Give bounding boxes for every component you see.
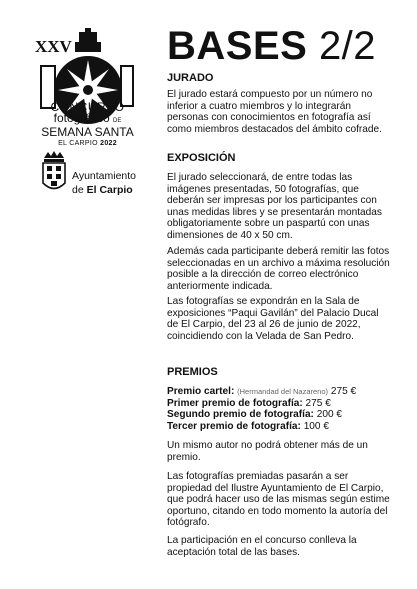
ayuntamiento-de: de xyxy=(72,184,84,196)
contest-line-concurso: CONCURSO xyxy=(50,100,125,114)
sidebar xyxy=(0,0,160,589)
prize-second xyxy=(167,409,407,421)
title-word: BASES xyxy=(167,24,308,68)
edition-numeral: XXV xyxy=(35,37,72,56)
contest-line-place-year xyxy=(20,138,155,149)
exposicion-paragraph-3: Las fotografías se expondrán en la Sala de exposiciones “Paqui Gavilán” del Palacio Ducal de El Carpio, del 23 al 26 de junio de 2022, coincidiendo con la Velada de San Pedro. xyxy=(167,296,379,342)
premios-paragraph-3: La participación en el concurso conlleva la aceptación total de las bases. xyxy=(167,535,357,558)
premios-paragraph-2: Las fotografías premiadas pasarán a ser propiedad del Ilustre Ayuntamiento de El Carpio, que podrá hacer uso de las mismas según estime oportuno, citando en todo momento la autoría del fotógrafo. xyxy=(167,471,390,529)
prize-first-value: 275 € xyxy=(305,397,331,409)
title-page-number: 2/2 xyxy=(318,24,377,68)
contest-fotografico: fotográfico xyxy=(53,111,110,125)
prize-first xyxy=(167,398,407,410)
section-heading-premios: PREMIOS xyxy=(167,366,218,378)
prize-second-value: 200 € xyxy=(316,409,342,421)
prize-third-value: 100 € xyxy=(303,420,329,432)
coat-of-arms-icon xyxy=(41,150,67,196)
contest-line-semana-santa: SEMANA SANTA xyxy=(41,125,134,139)
prize-second-label: Segundo premio de fotografía: xyxy=(167,409,314,421)
prize-list xyxy=(167,386,407,432)
ayuntamiento-label: Ayuntamiento xyxy=(72,170,137,182)
exposicion-paragraph-1: El jurado seleccionará, de entre todas las imágenes presentadas, 50 fotografías, que deberán ser impresas por los participantes con unas medidas libres y se presentarán montadas obligatoriamente sobre un paspartú con unas dimensiones de 40 x 50 cm. xyxy=(167,172,382,241)
ayuntamiento-name: El Carpio xyxy=(86,184,133,196)
jurado-text: El jurado estará compuesto por un número no inferior a cuatro miembros y lo integrarán personas con conocimientos en fotografía así como miembros destacados del ámbito cofrade. xyxy=(167,89,382,135)
prize-cartel-note: (Hermandad del Nazareno) xyxy=(237,387,329,396)
ayuntamiento-town xyxy=(72,184,133,196)
exposicion-paragraph-2: Además cada participante deberá remitir las fotos seleccionadas en un archivo a máxima resolución posible a la dirección de correo electrónico anteriormente indicada. xyxy=(167,246,390,292)
premios-paragraph-1: Un mismo autor no podrá obtener más de un premio. xyxy=(167,440,368,463)
page-title xyxy=(167,24,376,68)
prize-cartel-label: Premio cartel: xyxy=(167,386,235,397)
contest-year: 2022 xyxy=(100,140,117,147)
prize-third-label: Tercer premio de fotografía: xyxy=(167,420,301,432)
contest-name xyxy=(20,102,155,149)
contest-place: EL CARPIO xyxy=(58,140,98,147)
prize-cartel xyxy=(167,386,407,398)
contest-de: DE xyxy=(113,118,122,124)
section-heading-exposicion: EXPOSICIÓN xyxy=(167,152,236,164)
ayuntamiento-logo xyxy=(41,150,161,198)
prize-first-label: Primer premio de fotografía: xyxy=(167,397,303,409)
prize-cartel-value: 275 € xyxy=(330,386,357,397)
prize-third xyxy=(167,421,407,433)
section-heading-jurado: JURADO xyxy=(167,72,214,84)
